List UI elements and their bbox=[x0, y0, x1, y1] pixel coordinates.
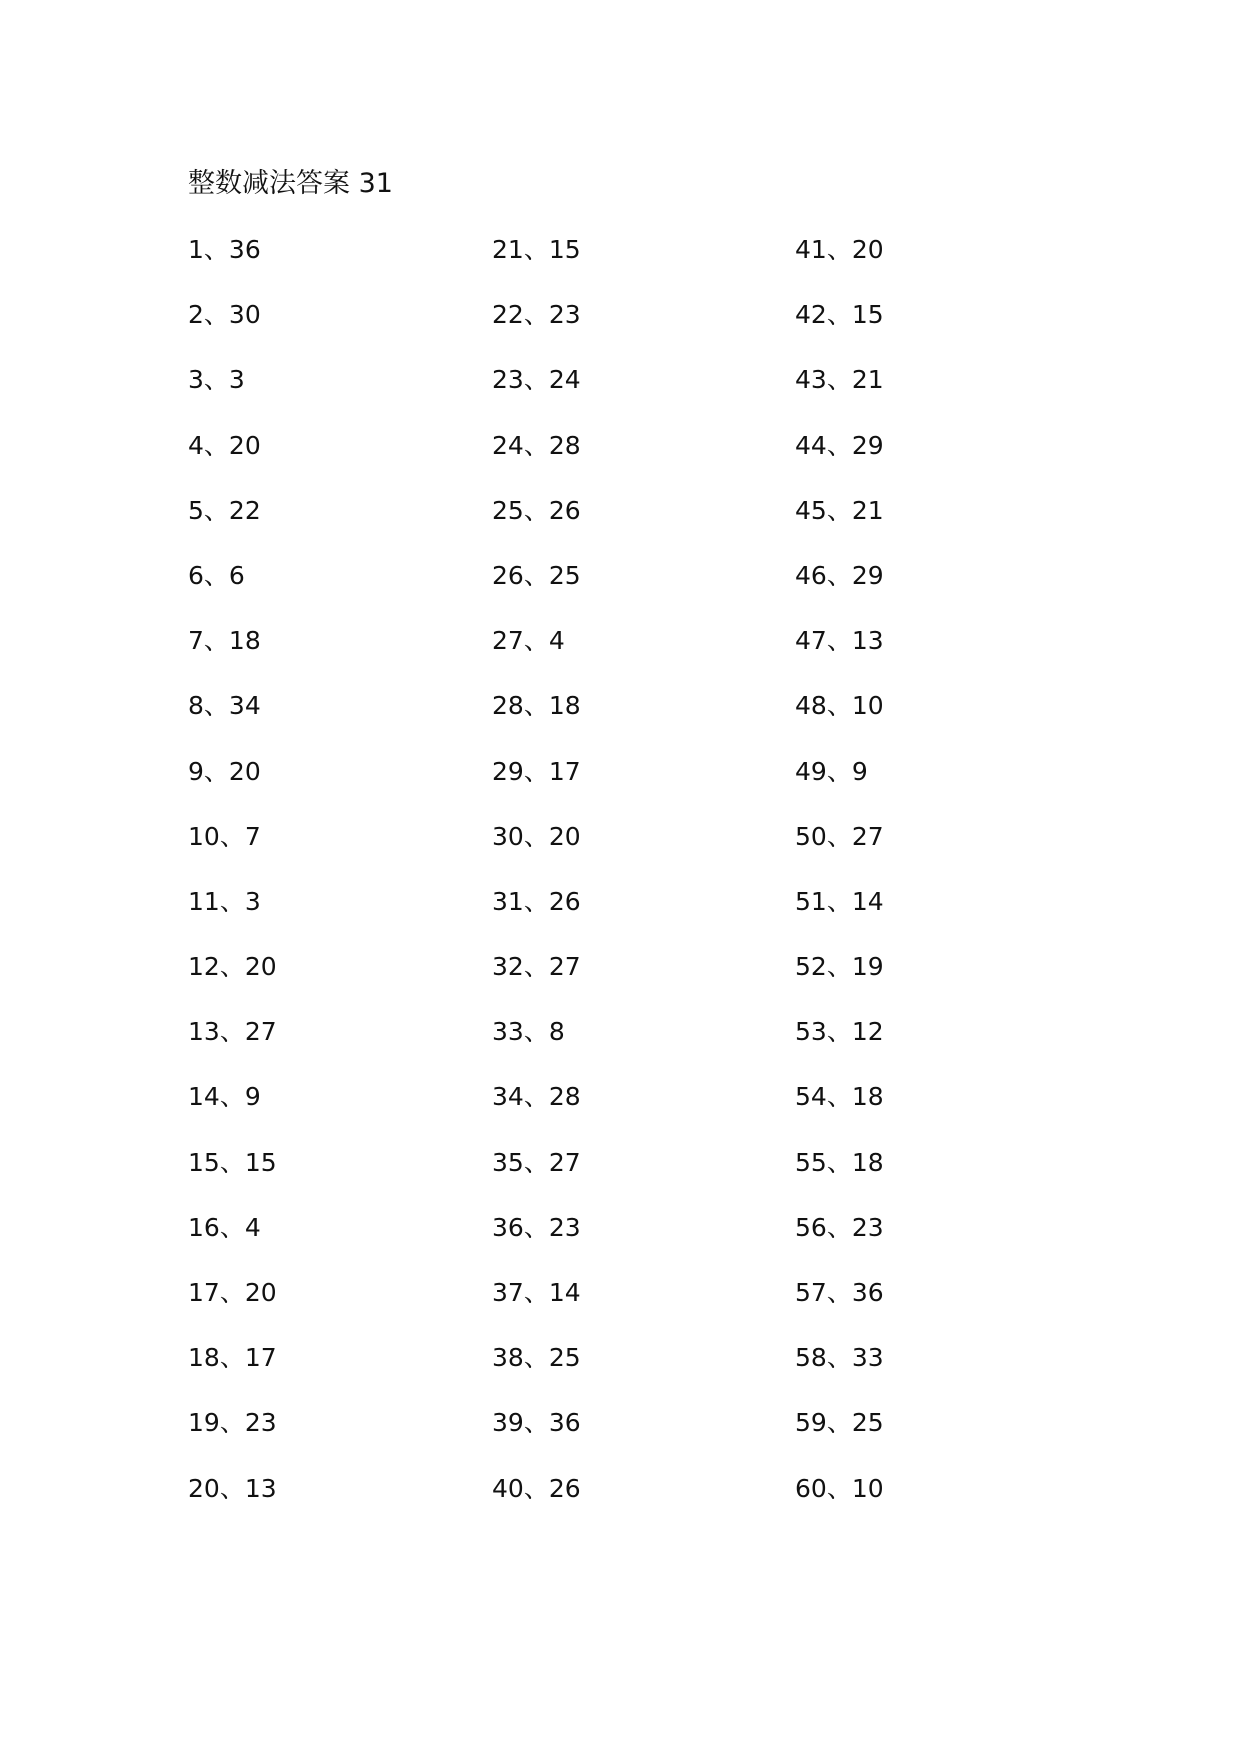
question-number: 56 bbox=[795, 1212, 827, 1242]
separator: 、 bbox=[523, 1408, 549, 1438]
answer-value: 23 bbox=[244, 1408, 277, 1438]
separator: 、 bbox=[219, 1278, 245, 1307]
question-number: 23 bbox=[492, 365, 524, 395]
separator: 、 bbox=[523, 756, 549, 786]
question-number: 43 bbox=[795, 365, 827, 395]
answer-item bbox=[795, 1210, 1075, 1275]
separator: 、 bbox=[523, 1473, 549, 1503]
answer-item bbox=[492, 1275, 772, 1340]
question-number: 33 bbox=[492, 1017, 524, 1047]
answer-value: 7 bbox=[244, 821, 261, 851]
answer-item bbox=[492, 362, 772, 427]
separator: 、 bbox=[203, 495, 229, 525]
question-number: 20 bbox=[188, 1473, 220, 1503]
answer-value: 29 bbox=[851, 560, 884, 590]
separator: 、 bbox=[219, 821, 245, 851]
question-number: 11 bbox=[188, 886, 220, 916]
answer-value: 21 bbox=[851, 365, 884, 395]
separator: 、 bbox=[826, 821, 852, 851]
answer-column-1 bbox=[188, 232, 468, 1536]
question-number: 8 bbox=[188, 691, 204, 721]
answer-value: 34 bbox=[228, 691, 261, 721]
question-number: 4 bbox=[188, 430, 204, 460]
answer-value: 18 bbox=[851, 1082, 884, 1112]
question-number: 7 bbox=[188, 626, 204, 656]
answer-item bbox=[795, 1145, 1075, 1210]
answer-value: 10 bbox=[851, 1473, 884, 1503]
answer-value: 4 bbox=[244, 1212, 261, 1242]
answer-item bbox=[188, 1079, 468, 1144]
question-number: 40 bbox=[492, 1473, 524, 1503]
answer-value: 27 bbox=[851, 821, 884, 851]
page-title: 整数减法答案 31 bbox=[188, 168, 393, 199]
answer-item bbox=[188, 428, 468, 493]
separator: 、 bbox=[203, 365, 229, 395]
answer-value: 27 bbox=[548, 1147, 581, 1177]
separator: 、 bbox=[523, 365, 549, 395]
question-number: 47 bbox=[795, 626, 827, 656]
separator: 、 bbox=[523, 1017, 549, 1047]
question-number: 49 bbox=[795, 756, 827, 786]
answer-value: 25 bbox=[851, 1408, 884, 1438]
answer-item bbox=[795, 884, 1075, 949]
question-number: 6 bbox=[188, 560, 204, 590]
answer-item bbox=[188, 688, 468, 753]
question-number: 22 bbox=[492, 300, 524, 330]
question-number: 34 bbox=[492, 1082, 524, 1112]
answer-item bbox=[492, 232, 772, 297]
answer-item bbox=[795, 1079, 1075, 1144]
question-number: 15 bbox=[188, 1147, 220, 1177]
answer-value: 15 bbox=[548, 235, 581, 264]
question-number: 46 bbox=[795, 560, 827, 590]
answer-value: 23 bbox=[548, 300, 581, 330]
answer-item bbox=[795, 362, 1075, 427]
question-number: 55 bbox=[795, 1147, 827, 1177]
answer-value: 3 bbox=[228, 365, 245, 395]
answer-item bbox=[795, 297, 1075, 362]
answer-value: 23 bbox=[851, 1212, 884, 1242]
answer-value: 14 bbox=[851, 886, 884, 916]
answer-item bbox=[492, 558, 772, 623]
separator: 、 bbox=[523, 1212, 549, 1242]
answer-item bbox=[492, 1405, 772, 1470]
answer-value: 24 bbox=[548, 365, 581, 395]
separator: 、 bbox=[523, 560, 549, 590]
separator: 、 bbox=[203, 691, 229, 721]
question-number: 26 bbox=[492, 560, 524, 590]
answer-item bbox=[795, 1340, 1075, 1405]
separator: 、 bbox=[826, 691, 852, 721]
answer-value: 9 bbox=[244, 1082, 261, 1112]
answer-value: 20 bbox=[244, 952, 277, 982]
answer-item bbox=[795, 1014, 1075, 1079]
separator: 、 bbox=[219, 1473, 245, 1503]
question-number: 28 bbox=[492, 691, 524, 721]
question-number: 18 bbox=[188, 1343, 220, 1373]
separator: 、 bbox=[523, 821, 549, 851]
separator: 、 bbox=[523, 886, 549, 916]
answer-item bbox=[188, 297, 468, 362]
answer-column-3 bbox=[795, 232, 1075, 1536]
answer-item bbox=[795, 754, 1075, 819]
answer-item bbox=[188, 558, 468, 623]
separator: 、 bbox=[523, 1147, 549, 1177]
answer-value: 27 bbox=[244, 1017, 277, 1047]
answer-value: 4 bbox=[548, 626, 565, 656]
answer-value: 25 bbox=[548, 1343, 581, 1373]
question-number: 54 bbox=[795, 1082, 827, 1112]
question-number: 29 bbox=[492, 756, 524, 786]
answer-value: 9 bbox=[851, 756, 868, 786]
question-number: 59 bbox=[795, 1408, 827, 1438]
separator: 、 bbox=[826, 495, 852, 525]
answer-item bbox=[188, 623, 468, 688]
answer-item bbox=[492, 1471, 772, 1536]
answer-item bbox=[795, 1275, 1075, 1340]
question-number: 37 bbox=[492, 1278, 524, 1307]
answer-item bbox=[795, 688, 1075, 753]
answer-item bbox=[188, 1210, 468, 1275]
answer-value: 17 bbox=[244, 1343, 277, 1373]
separator: 、 bbox=[826, 300, 852, 330]
answer-value: 20 bbox=[228, 430, 261, 460]
separator: 、 bbox=[219, 1082, 245, 1112]
question-number: 31 bbox=[492, 886, 524, 916]
answer-item bbox=[188, 884, 468, 949]
answer-value: 20 bbox=[228, 756, 261, 786]
answer-value: 12 bbox=[851, 1017, 884, 1047]
question-number: 35 bbox=[492, 1147, 524, 1177]
answer-column-2 bbox=[492, 232, 772, 1536]
question-number: 39 bbox=[492, 1408, 524, 1438]
question-number: 12 bbox=[188, 952, 220, 982]
question-number: 21 bbox=[492, 235, 524, 264]
answer-item bbox=[492, 297, 772, 362]
question-number: 41 bbox=[795, 235, 827, 264]
separator: 、 bbox=[826, 430, 852, 460]
answer-item bbox=[492, 493, 772, 558]
separator: 、 bbox=[826, 1212, 852, 1242]
answer-item bbox=[492, 819, 772, 884]
separator: 、 bbox=[826, 560, 852, 590]
separator: 、 bbox=[203, 235, 229, 264]
question-number: 38 bbox=[492, 1343, 524, 1373]
separator: 、 bbox=[826, 1278, 852, 1307]
answer-value: 28 bbox=[548, 1082, 581, 1112]
answer-value: 36 bbox=[548, 1408, 581, 1438]
question-number: 36 bbox=[492, 1212, 524, 1242]
separator: 、 bbox=[203, 626, 229, 656]
separator: 、 bbox=[523, 300, 549, 330]
question-number: 45 bbox=[795, 495, 827, 525]
answer-item bbox=[188, 1145, 468, 1210]
answer-item bbox=[188, 232, 468, 297]
answer-item bbox=[492, 428, 772, 493]
question-number: 9 bbox=[188, 756, 204, 786]
answer-value: 18 bbox=[228, 626, 261, 656]
question-number: 48 bbox=[795, 691, 827, 721]
answer-value: 15 bbox=[244, 1147, 277, 1177]
answer-item bbox=[795, 428, 1075, 493]
answer-value: 29 bbox=[851, 430, 884, 460]
separator: 、 bbox=[826, 952, 852, 982]
answer-item bbox=[492, 688, 772, 753]
separator: 、 bbox=[826, 626, 852, 656]
separator: 、 bbox=[219, 1147, 245, 1177]
separator: 、 bbox=[219, 1212, 245, 1242]
separator: 、 bbox=[826, 1017, 852, 1047]
separator: 、 bbox=[826, 756, 852, 786]
separator: 、 bbox=[826, 1343, 852, 1373]
answer-columns bbox=[188, 232, 1108, 1532]
question-number: 10 bbox=[188, 821, 220, 851]
answer-value: 21 bbox=[851, 495, 884, 525]
answer-item bbox=[795, 1405, 1075, 1470]
question-number: 27 bbox=[492, 626, 524, 656]
separator: 、 bbox=[523, 626, 549, 656]
answer-value: 26 bbox=[548, 495, 581, 525]
answer-value: 20 bbox=[244, 1278, 277, 1307]
answer-item bbox=[188, 754, 468, 819]
answer-item bbox=[795, 493, 1075, 558]
answer-value: 6 bbox=[228, 560, 245, 590]
answer-item bbox=[795, 949, 1075, 1014]
answer-item bbox=[188, 949, 468, 1014]
answer-item bbox=[188, 819, 468, 884]
answer-value: 36 bbox=[228, 235, 261, 264]
question-number: 32 bbox=[492, 952, 524, 982]
question-number: 42 bbox=[795, 300, 827, 330]
answer-item bbox=[188, 1275, 468, 1340]
answer-item bbox=[492, 949, 772, 1014]
answer-value: 28 bbox=[548, 430, 581, 460]
answer-item bbox=[492, 1210, 772, 1275]
answer-item bbox=[795, 1471, 1075, 1536]
answer-value: 20 bbox=[851, 235, 884, 264]
answer-value: 25 bbox=[548, 560, 581, 590]
question-number: 51 bbox=[795, 886, 827, 916]
question-number: 2 bbox=[188, 300, 204, 330]
separator: 、 bbox=[219, 952, 245, 982]
question-number: 5 bbox=[188, 495, 204, 525]
answer-value: 18 bbox=[548, 691, 581, 721]
answer-value: 17 bbox=[548, 756, 581, 786]
separator: 、 bbox=[523, 235, 549, 264]
answer-item bbox=[492, 1145, 772, 1210]
answer-item bbox=[188, 1405, 468, 1470]
separator: 、 bbox=[826, 1473, 852, 1503]
separator: 、 bbox=[523, 1343, 549, 1373]
answer-item bbox=[188, 493, 468, 558]
answer-value: 30 bbox=[228, 300, 261, 330]
separator: 、 bbox=[826, 365, 852, 395]
separator: 、 bbox=[219, 1343, 245, 1373]
separator: 、 bbox=[219, 886, 245, 916]
separator: 、 bbox=[203, 756, 229, 786]
answer-value: 3 bbox=[244, 886, 261, 916]
answer-item bbox=[492, 1340, 772, 1405]
answer-value: 23 bbox=[548, 1212, 581, 1242]
answer-value: 20 bbox=[548, 821, 581, 851]
separator: 、 bbox=[523, 691, 549, 721]
answer-value: 26 bbox=[548, 1473, 581, 1503]
question-number: 3 bbox=[188, 365, 204, 395]
answer-value: 15 bbox=[851, 300, 884, 330]
answer-item bbox=[188, 1340, 468, 1405]
question-number: 58 bbox=[795, 1343, 827, 1373]
answer-item bbox=[492, 623, 772, 688]
answer-item bbox=[188, 362, 468, 427]
separator: 、 bbox=[219, 1017, 245, 1047]
separator: 、 bbox=[203, 300, 229, 330]
question-number: 57 bbox=[795, 1278, 827, 1307]
question-number: 50 bbox=[795, 821, 827, 851]
answer-item bbox=[188, 1014, 468, 1079]
answer-value: 33 bbox=[851, 1343, 884, 1373]
separator: 、 bbox=[523, 952, 549, 982]
question-number: 25 bbox=[492, 495, 524, 525]
answer-value: 13 bbox=[851, 626, 884, 656]
answer-value: 10 bbox=[851, 691, 884, 721]
separator: 、 bbox=[523, 495, 549, 525]
answer-item bbox=[795, 623, 1075, 688]
separator: 、 bbox=[826, 1147, 852, 1177]
answer-value: 14 bbox=[548, 1278, 581, 1307]
question-number: 14 bbox=[188, 1082, 220, 1112]
separator: 、 bbox=[203, 560, 229, 590]
separator: 、 bbox=[219, 1408, 245, 1438]
answer-item bbox=[492, 1014, 772, 1079]
separator: 、 bbox=[523, 1082, 549, 1112]
answer-item bbox=[795, 819, 1075, 884]
separator: 、 bbox=[826, 235, 852, 264]
answer-value: 13 bbox=[244, 1473, 277, 1503]
answer-value: 22 bbox=[228, 495, 261, 525]
separator: 、 bbox=[826, 1082, 852, 1112]
answer-value: 26 bbox=[548, 886, 581, 916]
question-number: 60 bbox=[795, 1473, 827, 1503]
answer-value: 8 bbox=[548, 1017, 565, 1047]
question-number: 24 bbox=[492, 430, 524, 460]
answer-item bbox=[795, 558, 1075, 623]
answer-value: 36 bbox=[851, 1278, 884, 1307]
answer-item bbox=[492, 1079, 772, 1144]
separator: 、 bbox=[203, 430, 229, 460]
answer-item bbox=[492, 754, 772, 819]
question-number: 53 bbox=[795, 1017, 827, 1047]
answer-value: 18 bbox=[851, 1147, 884, 1177]
separator: 、 bbox=[826, 886, 852, 916]
answer-item bbox=[795, 232, 1075, 297]
separator: 、 bbox=[523, 1278, 549, 1307]
question-number: 44 bbox=[795, 430, 827, 460]
question-number: 1 bbox=[188, 235, 204, 264]
answer-value: 27 bbox=[548, 952, 581, 982]
question-number: 13 bbox=[188, 1017, 220, 1047]
question-number: 16 bbox=[188, 1212, 220, 1242]
question-number: 19 bbox=[188, 1408, 220, 1438]
separator: 、 bbox=[826, 1408, 852, 1438]
question-number: 30 bbox=[492, 821, 524, 851]
answer-value: 19 bbox=[851, 952, 884, 982]
separator: 、 bbox=[523, 430, 549, 460]
question-number: 17 bbox=[188, 1278, 220, 1307]
answer-item bbox=[492, 884, 772, 949]
question-number: 52 bbox=[795, 952, 827, 982]
answer-item bbox=[188, 1471, 468, 1536]
